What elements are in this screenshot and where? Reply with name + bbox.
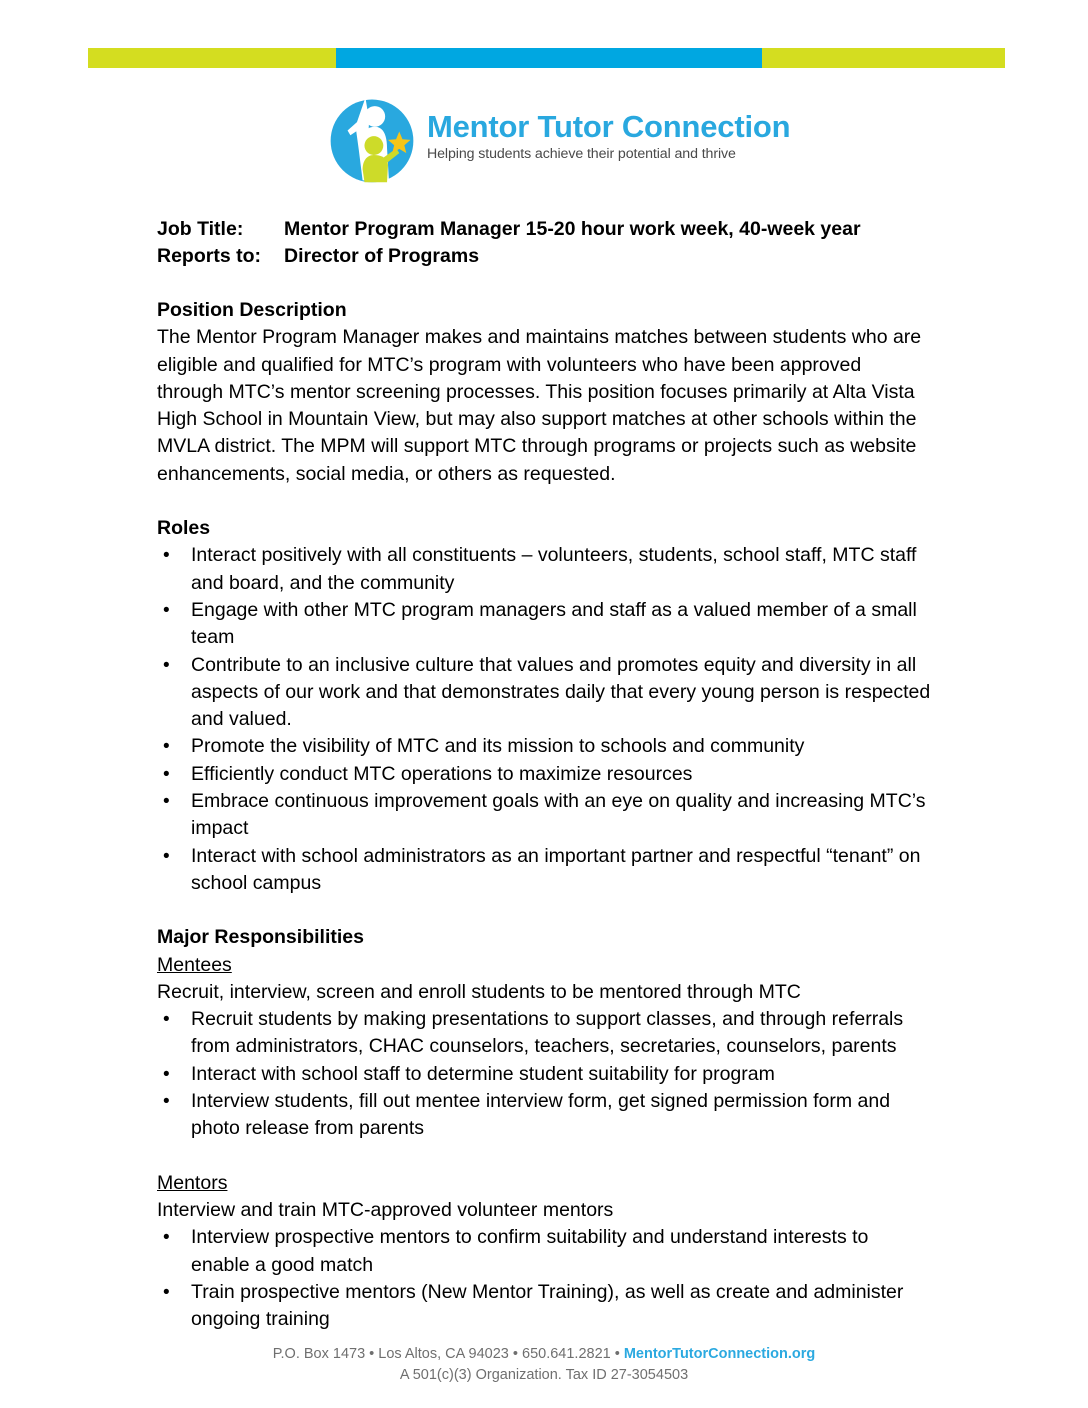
mentees-subheading: Mentees [157, 953, 232, 976]
position-description-heading: Position Description [157, 299, 347, 321]
reports-to-row [157, 243, 932, 270]
reports-to-value: Director of Programs [284, 245, 480, 267]
list-item: • Interact with school staff to determine student suitability for program [157, 1061, 932, 1088]
job-title-row [157, 216, 932, 243]
mtc-logo-icon [325, 92, 419, 186]
logo-tagline: Helping students achieve their potential and thrive [427, 145, 736, 162]
roles-list [157, 542, 932, 897]
footer-website-link[interactable]: MentorTutorConnection.org [623, 1346, 816, 1362]
mentees-list [157, 1006, 932, 1142]
roles-heading: Roles [157, 517, 211, 540]
list-item: • Interview prospective mentors to confirm suitability and understand interests to enable a good match [157, 1224, 932, 1279]
major-responsibilities-heading: Major Responsibilities [157, 926, 364, 949]
logo-title: Mentor Tutor Connection [427, 109, 791, 145]
accent-segment-blue-middle [336, 48, 762, 68]
list-item: • Embrace continuous improvement goals with an eye on quality and increasing MTC’s impact [157, 788, 932, 843]
document-body [157, 216, 932, 1333]
spacer [157, 1143, 932, 1170]
accent-segment-green-left [88, 48, 336, 68]
logo-wordmark [427, 111, 790, 167]
top-accent-bar [88, 48, 1005, 68]
spacer [157, 270, 932, 297]
list-item: • Train prospective mentors (New Mentor Training), as well as create and administer ongoing training [157, 1279, 932, 1334]
footer-legal-line: A 501(c)(3) Organization. Tax ID 27-3054503 [399, 1367, 689, 1383]
list-item: • Interact with school administrators as an important partner and respectful “tenant” on school campus [157, 843, 932, 898]
mentors-subheading: Mentors [157, 1171, 228, 1194]
list-item: • Recruit students by making presentations to support classes, and through referrals from administrators, CHAC counselors, teachers, secretaries, counselors, parents [157, 1006, 932, 1061]
list-item: • Contribute to an inclusive culture that values and promotes equity and diversity in all aspects of our work and that demonstrates daily that every young person is respected and valued. [157, 652, 932, 734]
spacer [157, 897, 932, 924]
mentors-lead-text: Interview and train MTC-approved volunteer mentors [157, 1198, 614, 1221]
mentees-lead-text: Recruit, interview, screen and enroll students to be mentored through MTC [157, 980, 801, 1003]
footer-address: P.O. Box 1473 • Los Altos, CA 94023 • 650.641.2821 • [272, 1346, 624, 1362]
job-title-value: Mentor Program Manager 15-20 hour work week, 40-week year [284, 218, 861, 240]
mentors-list [157, 1224, 932, 1333]
reports-to-label: Reports to: [157, 245, 261, 267]
list-item: • Interview students, fill out mentee interview form, get signed permission form and photo release from parents [157, 1088, 932, 1143]
page-footer [0, 1344, 1088, 1386]
position-description-body: The Mentor Program Manager makes and maintains matches between students who are eligible and qualified for MTC’s program with volunteers who have been approved through MTC’s mentor screening processes. This position focuses primarily at Alta Vista High School in Mountain View, but may also support matches at other schools within the MVLA district. The MPM will support MTC through programs or projects such as website enhancements, social media, or others as requested. [157, 326, 922, 485]
spacer [157, 488, 932, 515]
list-item: • Interact positively with all constituents – volunteers, students, school staff, MTC staff and board, and the community [157, 542, 932, 597]
footer-contact-line [0, 1344, 1088, 1365]
list-item: • Efficiently conduct MTC operations to maximize resources [157, 761, 932, 788]
accent-segment-green-right [762, 48, 1005, 68]
list-item: • Promote the visibility of MTC and its mission to schools and community [157, 733, 932, 760]
organization-logo [325, 92, 790, 186]
job-title-label: Job Title: [157, 218, 244, 240]
list-item: • Engage with other MTC program managers and staff as a valued member of a small team [157, 597, 932, 652]
